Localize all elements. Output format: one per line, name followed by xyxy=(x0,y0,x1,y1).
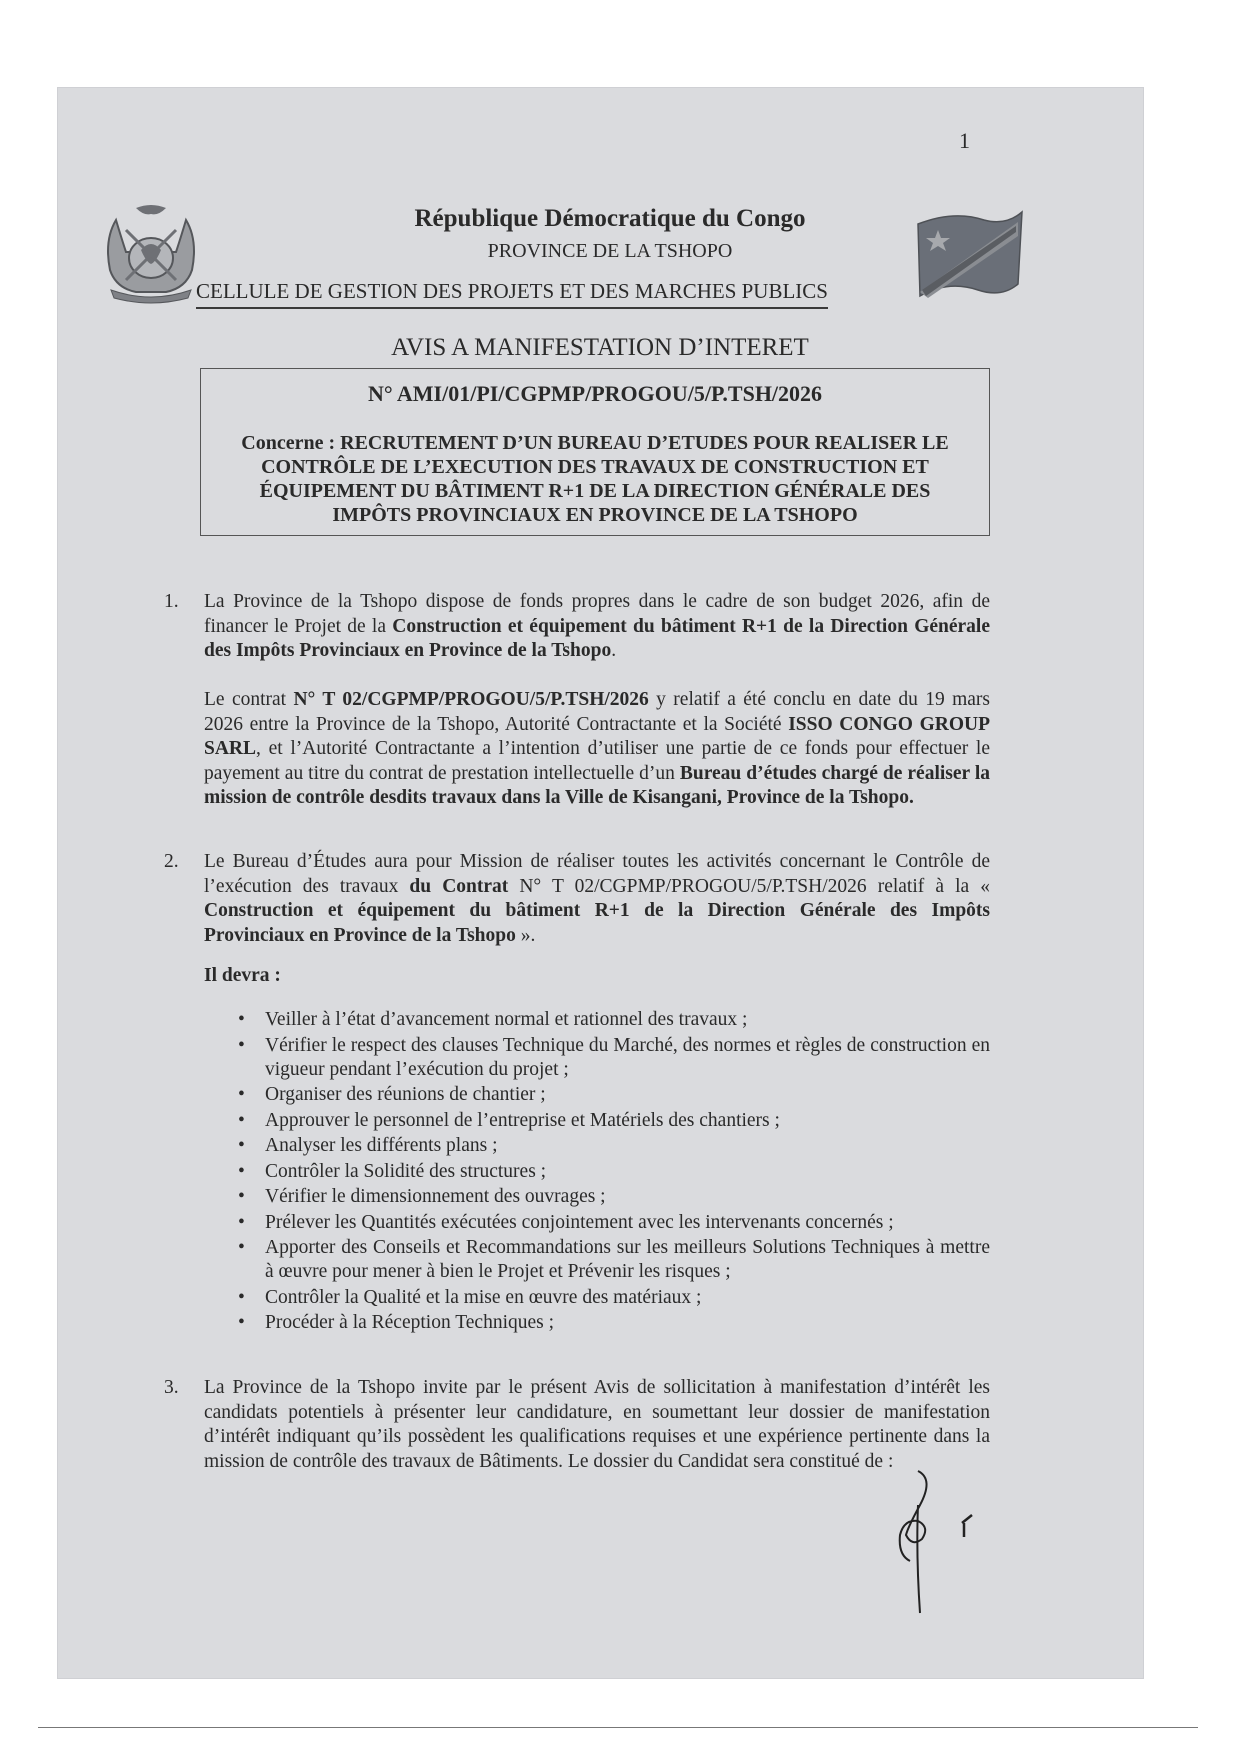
header-cellule: CELLULE DE GESTION DES PROJETS ET DES MARCHES PUBLICS xyxy=(196,279,828,309)
duties-list xyxy=(238,1008,990,1337)
header-province: PROVINCE DE LA TSHOPO xyxy=(487,240,733,262)
list-item: • Contrôler la Solidité des structures ; xyxy=(238,1160,990,1184)
section-1-paragraph-2: Le contrat N° T 02/CGPMP/PROGOU/5/P.TSH/2026 y relatif a été conclu en date du 19 mars 2026 entre la Province de la Tshopo, Autorité Contractante et la Société ISSO CONGO GROUP SARL, et l’Autorité Contractante a l’intention d’utiliser une partie de ce fonds pour effectuer le payement au titre du contrat de prestation intellectuelle d’un Bureau d’études chargé de réaliser la mission de contrôle desdits travaux dans la Ville de Kisangani, Province de la Tshopo. xyxy=(204,689,991,808)
signature-icon xyxy=(860,1465,990,1615)
notice-concerne xyxy=(215,431,975,527)
notice-box xyxy=(200,368,990,536)
section-number: 2. xyxy=(164,851,179,872)
concerne-line: CONTRÔLE DE L’EXECUTION DES TRAVAUX DE CONSTRUCTION ET xyxy=(261,456,929,478)
concerne-line: IMPÔTS PROVINCIAUX EN PROVINCE DE LA TSHOPO xyxy=(332,504,858,526)
coat-of-arms-icon xyxy=(96,200,206,306)
section-3-paragraph: La Province de la Tshopo invite par le présent Avis de sollicitation à manifestation d’intérêt les candidats potentiels à présenter leur candidature, en soumettant leur dossier de manifestation d’intérêt indiquant qu’ils possèdent les qualifications requises et une expérience pertinente dans la mission de contrôle des travaux de Bâtiments. Le dossier du Candidat sera constitué de : xyxy=(204,1377,990,1472)
notice-title: AVIS A MANIFESTATION D’INTERET xyxy=(391,334,809,361)
section-3 xyxy=(164,1376,990,1474)
section-number: 3. xyxy=(164,1377,179,1398)
list-item: • Vérifier le respect des clauses Technique du Marché, des normes et règles de construction en vigueur pendant l’exécution du projet ; xyxy=(238,1034,990,1082)
section-1-contract xyxy=(204,688,990,811)
scan-bottom-edge xyxy=(38,1727,1198,1728)
list-item: • Vérifier le dimensionnement des ouvrages ; xyxy=(238,1185,990,1209)
list-item: • Contrôler la Qualité et la mise en œuvre des matériaux ; xyxy=(238,1286,990,1310)
list-item: • Procéder à la Réception Techniques ; xyxy=(238,1311,990,1335)
notice-reference: N° AMI/01/PI/CGPMP/PROGOU/5/P.TSH/2026 xyxy=(367,381,823,406)
list-item: • Organiser des réunions de chantier ; xyxy=(238,1083,990,1107)
header-republic: République Démocratique du Congo xyxy=(414,205,806,232)
list-item: • Analyser les différents plans ; xyxy=(238,1134,990,1158)
page-number: 1 xyxy=(959,128,970,153)
section-1 xyxy=(164,590,990,664)
section-2 xyxy=(164,850,990,948)
section-number: 1. xyxy=(164,591,179,612)
list-item: • Prélever les Quantités exécutées conjointement avec les intervenants concernés ; xyxy=(238,1211,990,1235)
il-devra-label: Il devra : xyxy=(204,965,281,986)
concerne-line: Concerne : RECRUTEMENT D’UN BUREAU D’ETUDES POUR REALISER LE xyxy=(241,432,949,454)
concerne-line: ÉQUIPEMENT DU BÂTIMENT R+1 DE LA DIRECTION GÉNÉRALE DES xyxy=(259,480,931,502)
list-item: • Approuver le personnel de l’entreprise et Matériels des chantiers ; xyxy=(238,1109,990,1133)
section-1-paragraph-1: La Province de la Tshopo dispose de fonds propres dans le cadre de son budget 2026, afin de financer le Projet de la Construction et équipement du bâtiment R+1 de la Direction Générale des Impôts Provinciaux en Province de la Tshopo. xyxy=(204,591,990,661)
list-item: • Veiller à l’état d’avancement normal et rationnel des travaux ; xyxy=(238,1008,990,1032)
section-2-paragraph: Le Bureau d’Études aura pour Mission de réaliser toutes les activités concernant le Contrôle de l’exécution des travaux du Contrat N° T 02/CGPMP/PROGOU/5/P.TSH/2026 relatif à la « Construction et équipement du bâtiment R+1 de la Direction Générale des Impôts Provinciaux en Province de la Tshopo ». xyxy=(204,851,990,946)
list-item: • Apporter des Conseils et Recommandations sur les meilleurs Solutions Techniques à mettre à œuvre pour mener à bien le Projet et Prévenir les risques ; xyxy=(238,1236,990,1284)
